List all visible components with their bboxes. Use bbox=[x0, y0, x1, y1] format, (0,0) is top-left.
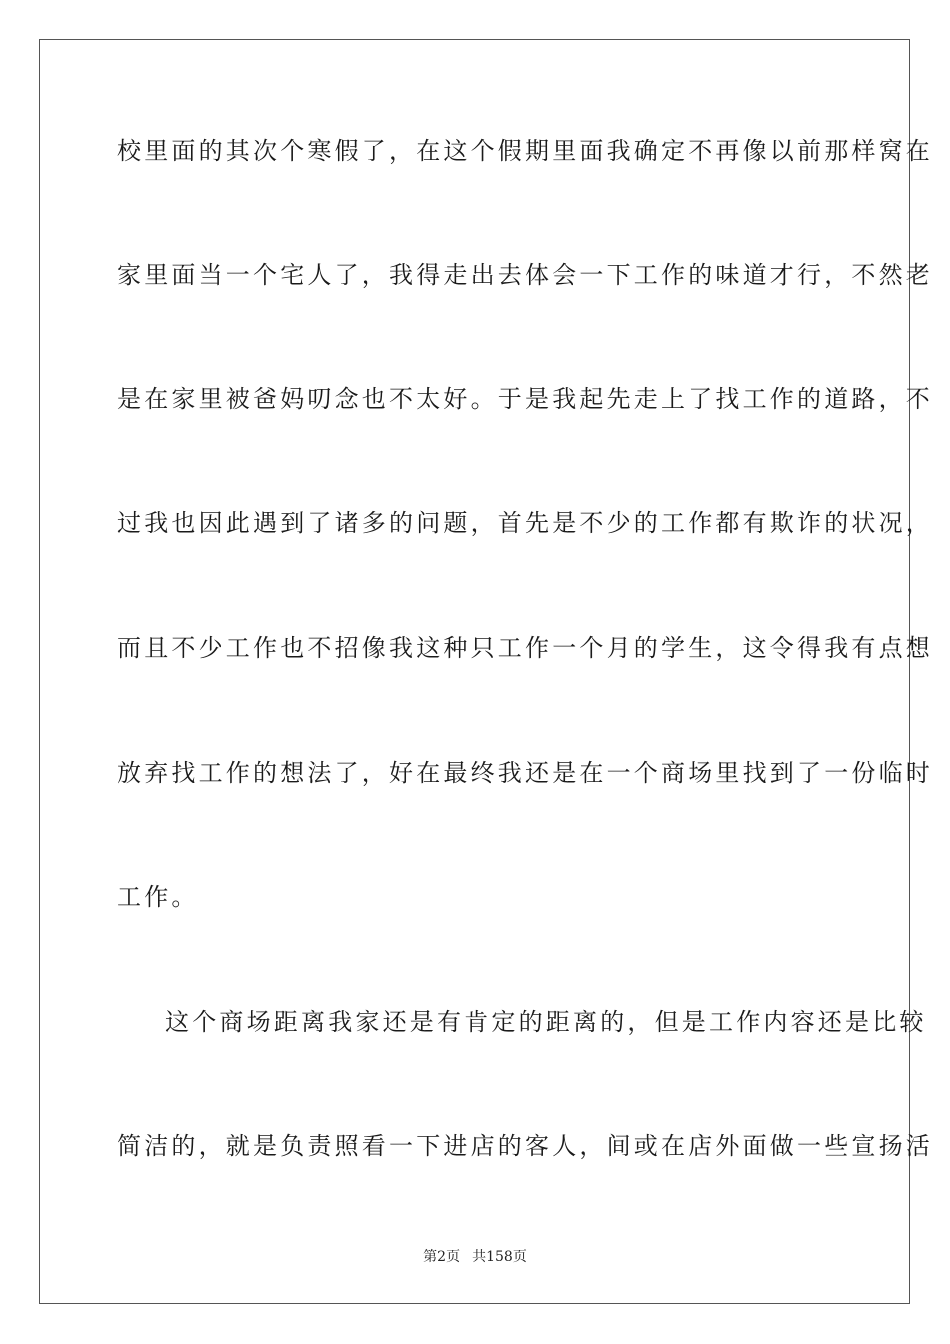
paragraph-line: 工作。 bbox=[117, 883, 199, 911]
page-border bbox=[39, 39, 933, 1304]
paragraph-line: 过我也因此遇到了诸多的问题，首先是不少的工作都有欺诈的状况， bbox=[117, 509, 933, 537]
page-number: 第2页 bbox=[423, 1249, 461, 1265]
paragraph-line: 是在家里被爸妈叨念也不太好。于是我起先走上了找工作的道路，不 bbox=[117, 385, 933, 413]
paragraph-line: 校里面的其次个寒假了，在这个假期里面我确定不再像以前那样窝在 bbox=[117, 137, 933, 165]
paragraph-line: 放弃找工作的想法了，好在最终我还是在一个商场里找到了一份临时 bbox=[117, 759, 933, 787]
paragraph-line: 而且不少工作也不招像我这种只工作一个月的学生，这令得我有点想 bbox=[117, 634, 933, 662]
total-pages: 共158页 bbox=[472, 1249, 527, 1265]
paragraph-line: 简洁的，就是负责照看一下进店的客人，间或在店外面做一些宣扬活 bbox=[117, 1132, 933, 1160]
paragraph-line: 这个商场距离我家还是有肯定的距离的，但是工作内容还是比较 bbox=[165, 1008, 927, 1036]
page-footer bbox=[0, 1246, 950, 1266]
paragraph-line: 家里面当一个宅人了，我得走出去体会一下工作的味道才行，不然老 bbox=[117, 261, 933, 289]
